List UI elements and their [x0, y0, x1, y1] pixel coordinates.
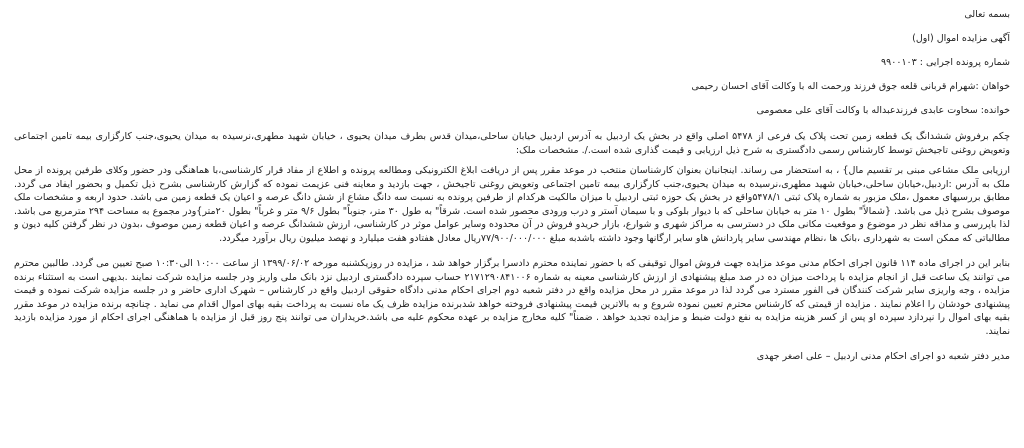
plaintiff-line: خواهان :شهرام قربانی قلعه جوق فرزند ورحمت اله با وکالت آقای احسان رحیمی: [691, 81, 1010, 92]
case-number: شماره پرونده اجرایی : ۹۹۰۰۱۰۳: [881, 57, 1010, 68]
expert-report-paragraph: ارزیابی ملک مشاعی مبنی بر تقسیم مال} ، به استحضار می رساند. اینجانبان بعنوان کارشناسان منتخب در موعد مقرر پس از دریافت ابلاغ الکترونیکی ومطالعه پرونده و اطلاع از مفاد قرار کارشناسی،با هماهنگی ودر حضور وکلای طرفین پرونده از محل ملک به آدرس :اردبیل،خیابان ساحلی،خیابان شهید مطهری،نرسیده به میدان یحیوی،جنب کارگزاری بیمه تامین اجتماعی وتعویض روغنی تاجیخش ، جهت بازدید و معاینه فنی عزیمت نموده که گزارش کارشناسی بشرح ذیل تکمیل و بحضور ایفاد می گردد. مطابق بررسیهای معمول ،ملک مزبور به شماره پلاک ثبتی ۵۴۷۸/۱واقع در بخش یک حوزه ثبتی اردبیل با میزان مالکیت هرکدام از طرفین پرونده به نسبت سه دانگ مشاع از شش دانگ عرصه و اعیان یک قطعه زمین می باشد. حدود اربعه و مشخصات ملک موصوف بشرح ذیل می باشد. {شمالاً" بطول ۱۰ متر به خیابان ساحلی که با دیوار بلوکی و با سیمان آستر و درب ورودی محصور شده است. شرقاً" به طول ۳۰ متر، جنوباً" بطول ۹/۶ متر و غرباً" بطول ۲۰متر}ودر مجموع به مساحت ۲۹۴ مترمربع می باشد. لذا باپررسی و مداقه نظر در موضوع و موقعیت مکانی ملک در دسترسی به مراکز شهری و شوارع، بازار خریدو فروش در آن محدوده وسایر عوامل موثر در کارشناسی، ارزش ششدانگ عرصه و اعیان قطعه زمین موصوف ،بدون در نظر گرفتن کلیه دیون و مطالباتی که ممکن است به شهرداری ،بانک ها ،نظام مهندسی سایر پاردانش هاو سایر ارگانها وجود داشته باشدبه مبلغ ۷۷/۹۰۰/۰۰۰/۰۰۰ریال معادل هفتادو هفت میلیارد و نهصد میلیون ریال برآورد میگردد.: [14, 165, 1010, 244]
property-description: چکم برفروش ششدانگ یک قطعه زمین تحت پلاک یک فرعی از ۵۴۷۸ اصلی واقع در بخش یک اردبیل به آدرس اردبیل خیابان ساحلی،میدان قدس بطرف میدان یحیوی ، خیابان شهید مطهری،نرسیده به میدان یحیوی،جنب کارگزاری بیمه تامین اجتماعی وتعویض روغنی تاجیخش توسط کارشناس رسمی دادگستری به شرح ذیل ارزیابی و قیمت گذاری شده است./. مشخصات ملک:: [14, 131, 1010, 156]
defendant-line: خوانده: سخاوت عابدی فرزندعبداله با وکالت آقای علی معصومی: [756, 105, 1010, 116]
signature-line: مدیر دفتر شعبه دو اجرای احکام مدنی اردبیل – علی اصغر جهدی: [756, 351, 1010, 362]
bismillah-heading: بسمه تعالی: [964, 9, 1010, 20]
notice-title: آگهی مزایده اموال (اول): [912, 33, 1010, 44]
auction-terms-paragraph: بنابر این در اجرای ماده ۱۱۴ قانون اجرای احکام مدنی موعد مزایده جهت فروش اموال توقیفی که با حضور نماینده محترم دادسرا برگزار خواهد شد ، مزایده در روزیکشنبه مورخه ۱۳۹۹/۰۶/۰۲ از ساعت ۱۰:۰۰ الی۱۰:۳۰ صبح تعیین می گردد. طالبین محترم می توانند یک ساعت قبل از انجام مزایده با پرداخت میزان ده در صد مبلغ پیشنهادی از ارزش کارشناسی معینه به شماره ۲۱۷۱۲۹۰۸۴۱۰۰۶ حساب سپرده دادگستری اردبیل نزد بانک ملی واریز ودر جلسه مزایده شرکت نمایند .بدیهی است به استثناء برنده مزایده ، وجه واریزی سایر شرکت کنندگان فی الفور مسترد می گردد لذا در موعد مقرر در محل مزایده واقع در دفتر شعبه دوم اجرای احکام مدنی دادگاه حقوقی اردبیل واقع در کارشناس – شهرک اداری حاضر و در جلسه مزایده شرکت نموده و قیمت پیشنهادی خودشان را اعلام نمایند . مزایده از قیمتی که کارشناس محترم تعیین نموده شروع و به بالاترین قیمت پیشنهادی فروخته خواهد شدبرنده مزایده ظرف یک ماه نسبت به پرداخت بقیه بهای اموال اقدام می نماید . چنانچه برنده مزایده در موعد مقرر بقیه بهای اموال را نپردازد سپرده او پس از کسر هزینه مزایده به نفع دولت ضبط و مزایده تجدید خواهد . ضمناً" کلیه مخارج مزایده بر عهده محکوم علیه می باشد.خریداران می توانند پنج روز قبل از مزایده با هماهنگی اجرای احکام از مورد مزایده بازدید نمایند.: [14, 258, 1010, 337]
